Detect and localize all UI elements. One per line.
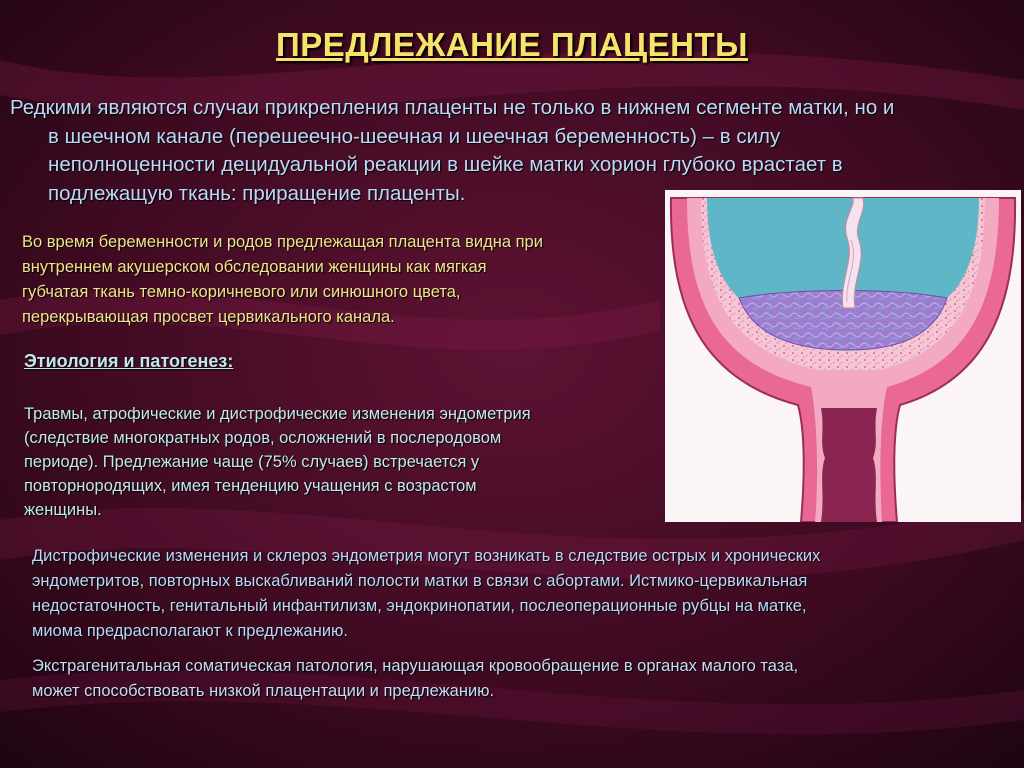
etiology-line: периоде). Предлежание чаще (75% случаев) встречается у <box>24 453 480 471</box>
dystrophy-paragraph <box>32 544 1012 644</box>
intro-line: в шеечном канале (перешеечно-шеечная и шеечная беременность) – в силу <box>48 124 781 148</box>
exam-line: внутреннем акушерском обследовании женщины как мягкая <box>22 258 487 276</box>
exam-line: губчатая ткань темно-коричневого или синюшного цвета, <box>22 283 461 301</box>
etiology-paragraph <box>24 402 654 522</box>
etiology-heading: Этиология и патогенез: <box>24 351 234 371</box>
etiology-line: повторнородящих, имея тенденцию учащения с возрастом <box>24 477 477 495</box>
slide-title: ПРЕДЛЕЖАНИЕ ПЛАЦЕНТЫ <box>276 26 748 63</box>
placenta-previa-illustration <box>665 190 1021 522</box>
exam-line: перекрывающая просвет цервикального канала. <box>22 308 395 326</box>
cervical-canal <box>821 408 877 522</box>
dystrophy-line: миома предрасполагают к предлежанию. <box>32 622 349 640</box>
exam-paragraph <box>22 230 662 330</box>
intro-line: подлежащую ткань: приращение плаценты. <box>48 181 466 205</box>
dystrophy-line: эндометритов, повторных выскабливаний полости матки в связи с абортами. Истмико-цервикальная <box>32 572 808 590</box>
dystrophy-line: Дистрофические изменения и склероз эндометрия могут возникать в следствие острых и хронических <box>32 547 821 565</box>
extragenital-paragraph <box>32 654 1012 704</box>
intro-line: неполноценности децидуальной реакции в шейке матки хорион глубоко врастает в <box>48 153 843 176</box>
etiology-line: Травмы, атрофические и дистрофические изменения эндометрия <box>24 405 531 423</box>
exam-line: Во время беременности и родов предлежащая плацента видна при <box>22 233 543 251</box>
intro-line: Редкими являются случаи прикрепления плаценты не только в нижнем сегменте матки, но и <box>10 96 895 119</box>
extragenital-line: может способствовать низкой плацентации и предлежанию. <box>32 682 495 700</box>
extragenital-line: Экстрагенитальная соматическая патология, нарушающая кровообращение в органах малого таза, <box>32 657 799 675</box>
amniotic-cavity <box>707 198 979 298</box>
etiology-line: (следствие многократных родов, осложнений в послеродовом <box>24 429 502 447</box>
dystrophy-line: недостаточность, генитальный инфантилизм, эндокринопатии, послеоперационные рубцы на матке, <box>32 597 807 615</box>
etiology-line: женщины. <box>24 501 102 519</box>
